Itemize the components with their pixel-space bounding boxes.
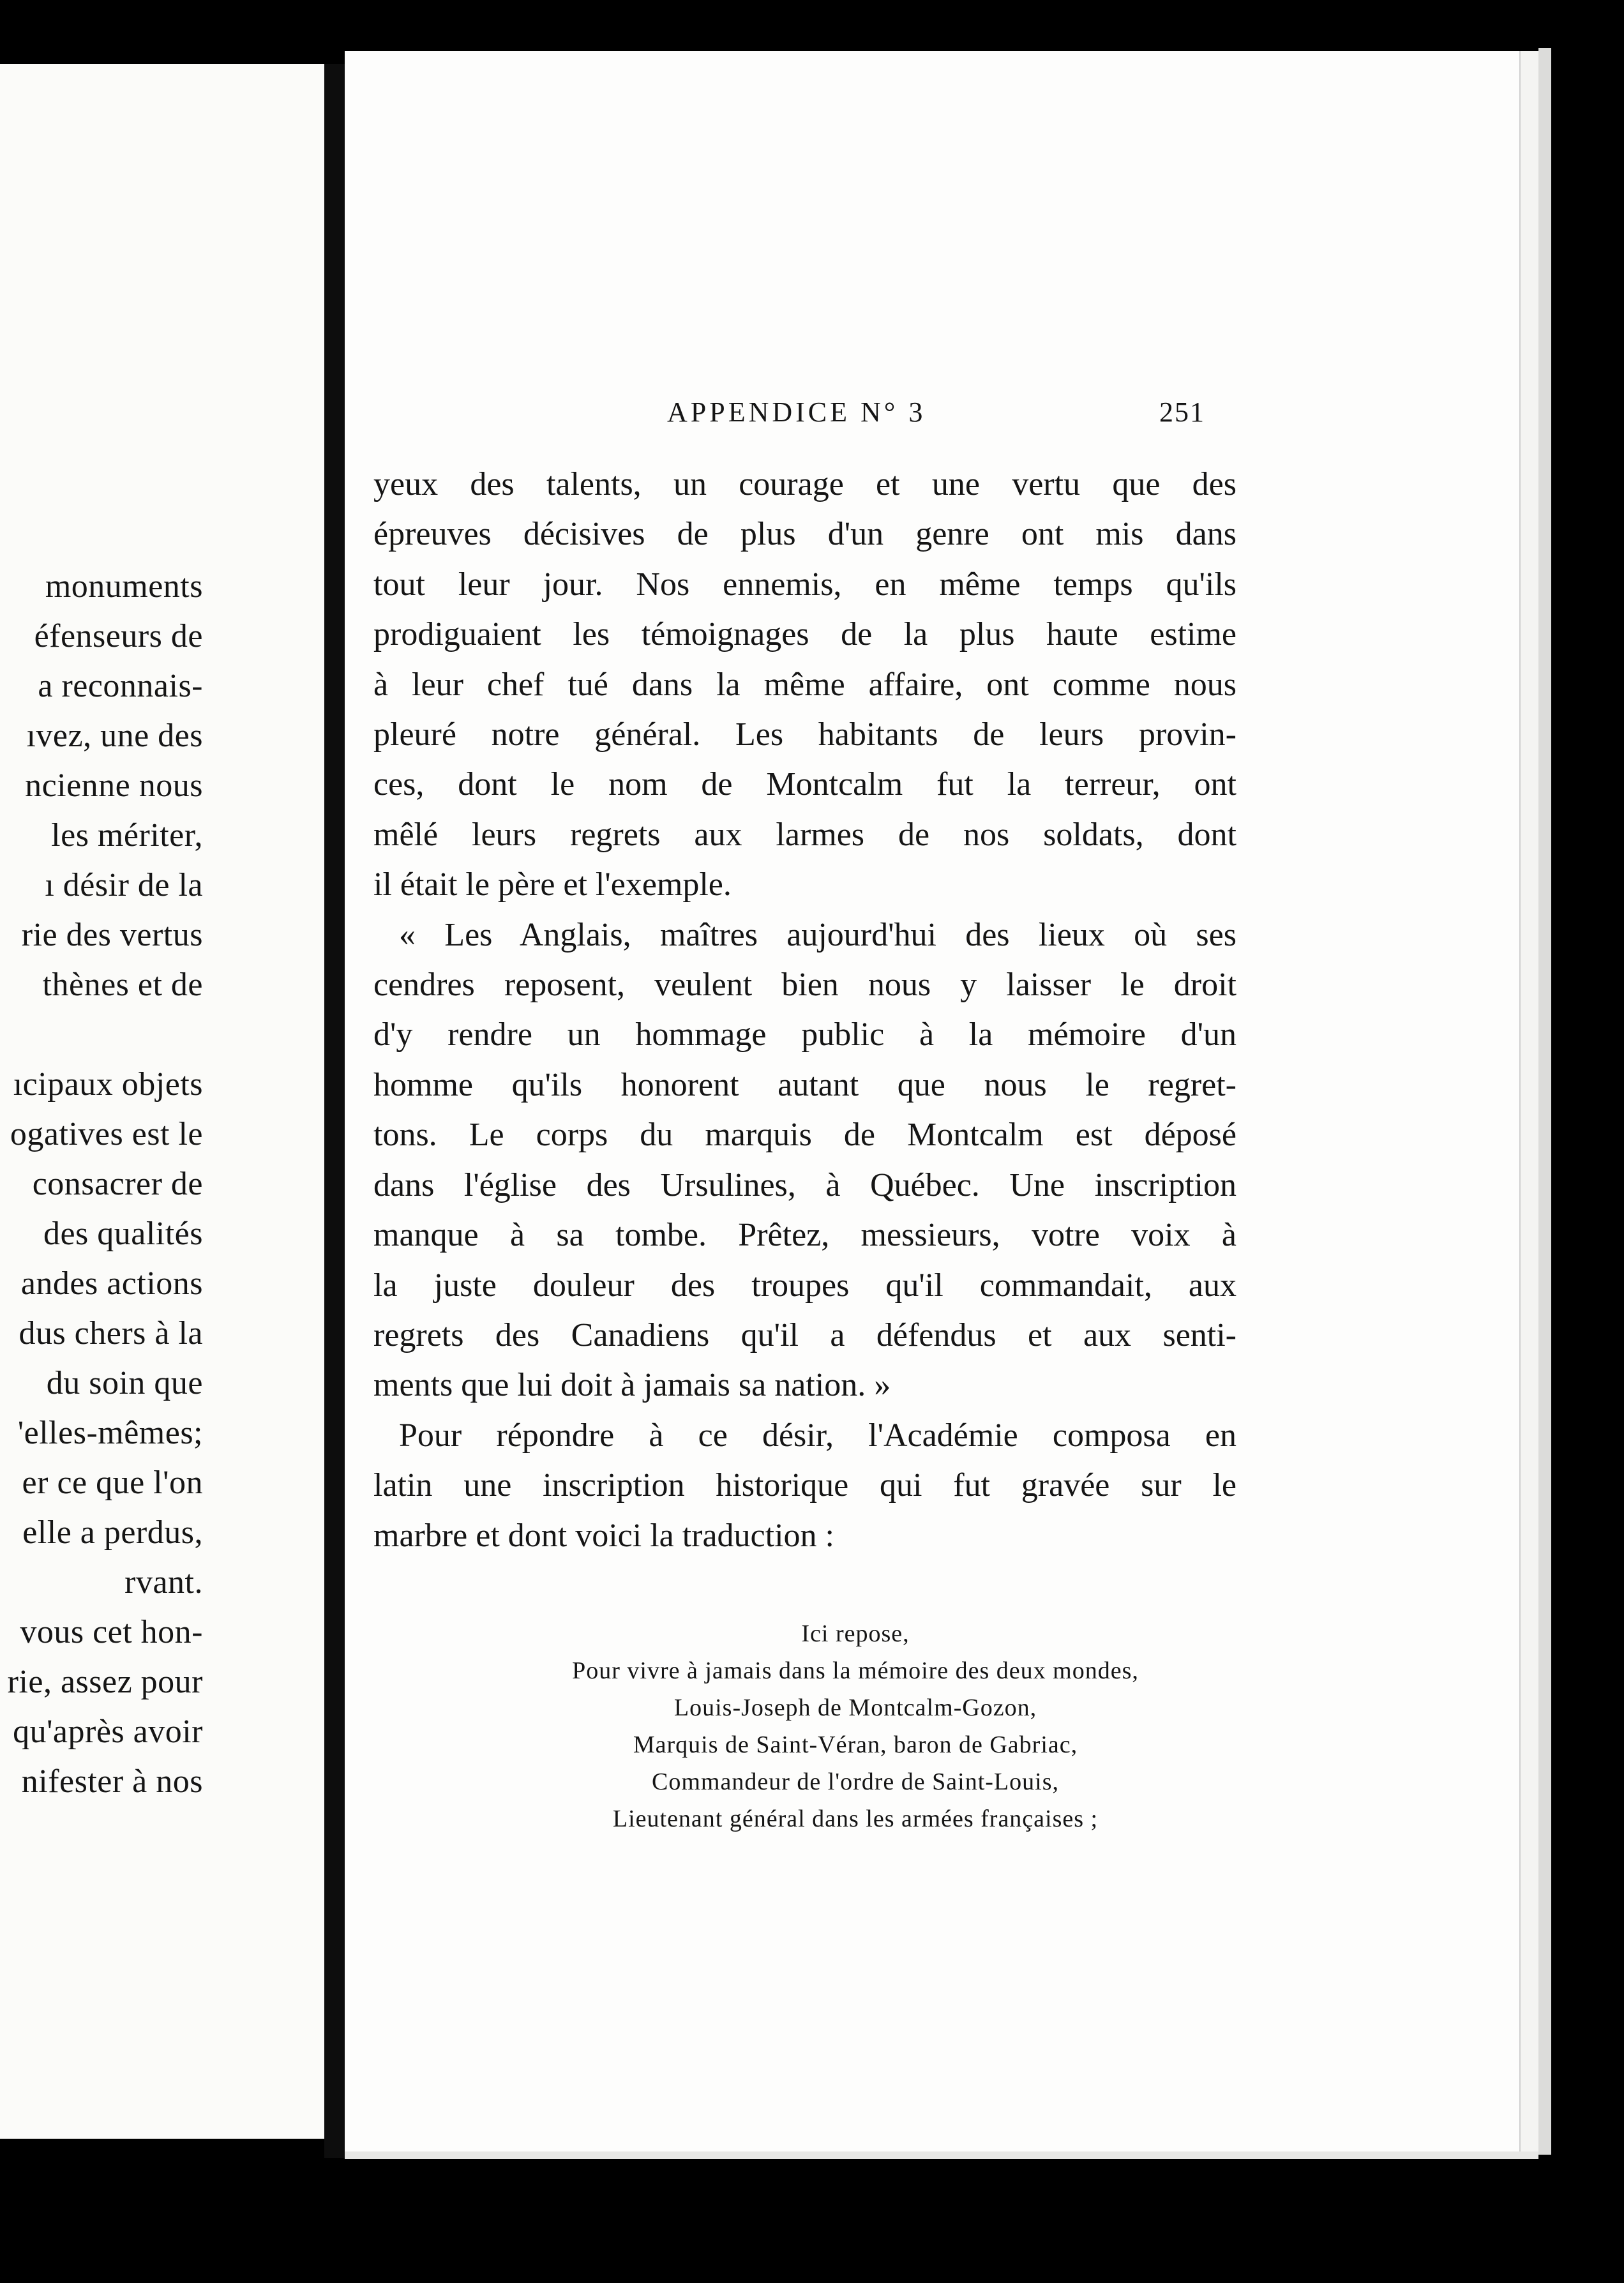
text-line: « Les Anglais, maîtres aujourd'hui des lieux où ses bbox=[399, 916, 1237, 953]
left-page-line: consacrer de bbox=[32, 1166, 203, 1202]
left-facing-page bbox=[0, 64, 328, 2139]
text-line: Pour répondre à ce désir, l'Académie composa en bbox=[399, 1417, 1237, 1454]
text-line: prodiguaient les témoignages de la plus haute estime bbox=[373, 616, 1237, 653]
inscription-line: Marquis de Saint-Véran, baron de Gabriac, bbox=[633, 1731, 1078, 1758]
text-line: ments que lui doit à jamais sa nation. » bbox=[373, 1367, 891, 1404]
inscription-line: Pour vivre à jamais dans la mémoire des deux mondes, bbox=[572, 1657, 1139, 1684]
text-line: tout leur jour. Nos ennemis, en même temps qu'ils bbox=[373, 566, 1237, 603]
text-line: dans l'église des Ursulines, à Québec. Une inscription bbox=[373, 1166, 1237, 1203]
left-page-line: ı désir de la bbox=[45, 867, 203, 903]
text-line: manque à sa tombe. Prêtez, messieurs, votre voix à bbox=[373, 1217, 1237, 1254]
page-edge-shadow bbox=[1538, 48, 1551, 2155]
text-line: homme qu'ils honorent autant que nous le regret- bbox=[373, 1066, 1237, 1103]
left-page-line: elle a perdus, bbox=[22, 1514, 203, 1551]
text-line: épreuves décisives de plus d'un genre ont mis dans bbox=[373, 516, 1237, 553]
left-page-line: les mériter, bbox=[51, 817, 203, 854]
left-page-line: thènes et de bbox=[42, 967, 203, 1003]
paragraph-3 bbox=[373, 1411, 1237, 1561]
paragraph-2 bbox=[373, 910, 1237, 1411]
text-line: la juste douleur des troupes qu'il commandait, aux bbox=[373, 1267, 1237, 1304]
left-page-line: qu'après avoir bbox=[13, 1714, 203, 1750]
left-page-line: ıcipaux objets bbox=[13, 1066, 203, 1103]
left-page-line: rie, assez pour bbox=[7, 1664, 203, 1700]
text-line: ces, dont le nom de Montcalm fut la terreur, ont bbox=[373, 766, 1237, 803]
page-bottom-edge bbox=[345, 2151, 1538, 2159]
text-line: pleuré notre général. Les habitants de leurs provin- bbox=[373, 716, 1237, 753]
right-page bbox=[345, 51, 1519, 2151]
text-line: cendres reposent, veulent bien nous y laisser le droit bbox=[373, 967, 1237, 1004]
left-page-line: rie des vertus bbox=[21, 917, 203, 953]
page-number: 251 bbox=[1159, 396, 1205, 428]
inscription-line: Lieutenant général dans les armées françaises ; bbox=[612, 1805, 1099, 1832]
left-page-line: ogatives est le bbox=[10, 1116, 203, 1152]
left-page-line: ncienne nous bbox=[25, 767, 203, 804]
left-page-line: nifester à nos bbox=[21, 1763, 203, 1800]
left-page-line: vous cet hon- bbox=[20, 1614, 203, 1650]
text-line: latin une inscription historique qui fut gravée sur le bbox=[373, 1467, 1237, 1504]
left-page-line: des qualités bbox=[43, 1216, 203, 1252]
left-page-line: er ce que l'on bbox=[22, 1465, 203, 1501]
paragraph-1 bbox=[373, 460, 1237, 910]
book-gutter bbox=[324, 64, 345, 2158]
text-line: tons. Le corps du marquis de Montcalm est déposé bbox=[373, 1117, 1237, 1154]
left-page-line: du soin que bbox=[46, 1365, 203, 1401]
left-page-line: andes actions bbox=[20, 1265, 203, 1302]
text-line: yeux des talents, un courage et une vertu que des bbox=[373, 466, 1237, 502]
left-page-line: rvant. bbox=[124, 1564, 203, 1601]
text-line: il était le père et l'exemple. bbox=[373, 866, 732, 903]
left-page-line: ıvez, une des bbox=[26, 718, 203, 754]
inscription-translation bbox=[460, 1615, 1251, 1837]
left-page-line: 'elles-mêmes; bbox=[17, 1415, 203, 1451]
text-line: d'y rendre un hommage public à la mémoire d'un bbox=[373, 1016, 1237, 1053]
inscription-line: Commandeur de l'ordre de Saint-Louis, bbox=[652, 1768, 1059, 1795]
left-page-line: dus chers à la bbox=[19, 1315, 203, 1352]
page-edge bbox=[1519, 51, 1540, 2151]
text-line: regrets des Canadiens qu'il a défendus et aux senti- bbox=[373, 1316, 1237, 1353]
running-title: APPENDICE N° 3 bbox=[667, 396, 926, 428]
body-text bbox=[373, 460, 1237, 1561]
left-page-line: a reconnais- bbox=[38, 668, 203, 704]
left-page-line: éfenseurs de bbox=[34, 618, 203, 654]
left-page-line: monuments bbox=[45, 568, 203, 605]
text-line: mêlé leurs regrets aux larmes de nos soldats, dont bbox=[373, 816, 1237, 853]
text-line: marbre et dont voici la traduction : bbox=[373, 1517, 834, 1554]
inscription-line: Ici repose, bbox=[801, 1620, 910, 1647]
inscription-line: Louis-Joseph de Montcalm-Gozon, bbox=[673, 1694, 1037, 1721]
text-line: à leur chef tué dans la même affaire, ont comme nous bbox=[373, 666, 1237, 703]
